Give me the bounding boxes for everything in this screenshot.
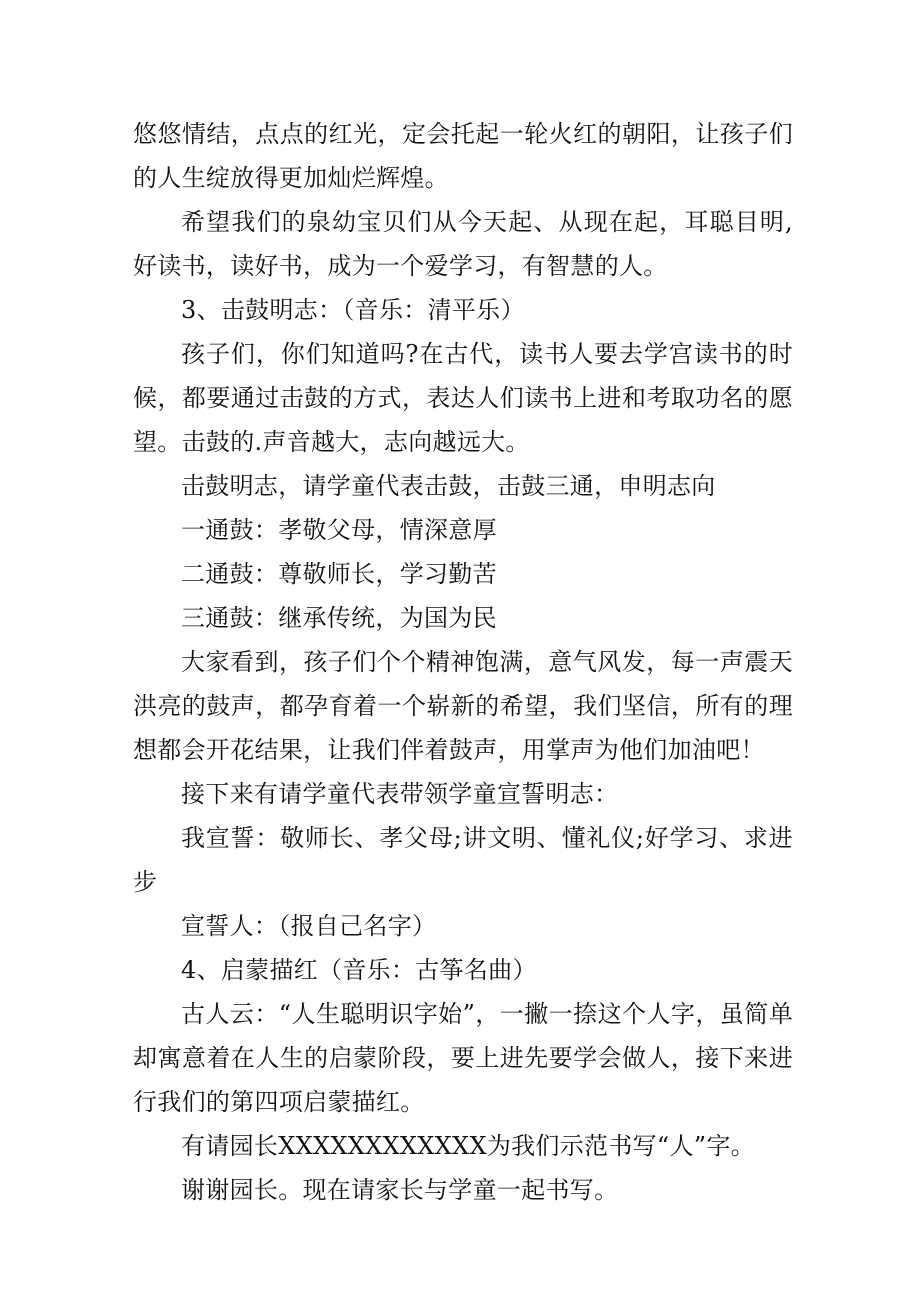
drum-line-three: 三通鼓：继承传统，为国为民 (181, 604, 497, 632)
oath-text: 我宣誓：敬师长、孝父母;讲文明、懂礼仪;好学习、求进步 (133, 824, 793, 896)
paragraph-principal-demo: 有请园长XXXXXXXXXXXX为我们示范书写“人”字。 (181, 1132, 755, 1160)
drum-line-one: 一通鼓：孝敬父母，情深意厚 (181, 516, 497, 544)
oath-signer: 宣誓人：（报自己名字） (181, 912, 437, 940)
section-heading-calligraphy: 4、启蒙描红（音乐：古筝名曲） (181, 956, 537, 984)
paragraph-hope: 希望我们的泉幼宝贝们从今天起、从现在起，耳聪目明,好读书，读好书，成为一个爱学习，有智慧的人。 (133, 208, 793, 280)
paragraph-calligraphy-intro: 古人云：“人生聪明识字始”，一撇一捺这个人字，虽简单却寓意着在人生的启蒙阶段，要上进先要学会做人，接下来进行我们的第四项启蒙描红。 (133, 1000, 793, 1116)
section-heading-drum: 3、击鼓明志：（音乐：清平乐） (181, 296, 525, 324)
paragraph-oath-intro: 接下来有请学童代表带领学童宣誓明志： (181, 780, 619, 808)
paragraph-drum-intro: 孩子们，你们知道吗?在古代，读书人要去学宫读书的时候，都要通过击鼓的方式，表达人们读书上进和考取功名的愿望。击鼓的.声音越大，志向越远大。 (133, 340, 793, 456)
drum-line-two: 二通鼓：尊敬师长，学习勤苦 (181, 560, 497, 588)
document-body (133, 112, 793, 1212)
paragraph-drum-instruction: 击鼓明志，请学童代表击鼓，击鼓三通，申明志向 (181, 472, 716, 500)
paragraph-drum-closing: 大家看到，孩子们个个精神饱满，意气风发，每一声震天洪亮的鼓声，都孕育着一个崭新的希望，我们坚信，所有的理想都会开花结果，让我们伴着鼓声，用掌声为他们加油吧！ (133, 648, 793, 764)
paragraph-continuation: 悠悠情结，点点的红光，定会托起一轮火红的朝阳，让孩子们的人生绽放得更加灿烂辉煌。 (133, 120, 793, 192)
paragraph-thanks: 谢谢园长。现在请家长与学童一起书写。 (181, 1176, 619, 1204)
